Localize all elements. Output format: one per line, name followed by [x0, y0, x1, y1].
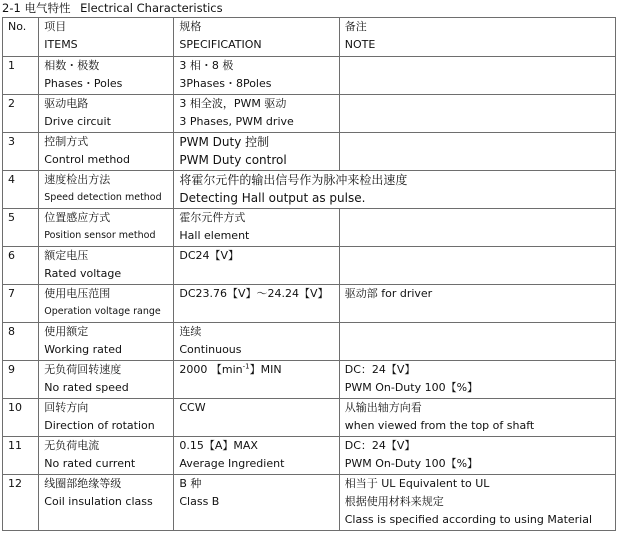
item-cell: 速度检出方法 Speed detection method: [39, 171, 174, 209]
spec-cell: CCW: [174, 399, 339, 437]
section-title-cn: 电气特性: [24, 1, 71, 15]
spec-cell: 将霍尔元件的输出信号作为脉冲来检出速度 Detecting Hall output as pulse.: [174, 171, 616, 209]
note-cell: [339, 95, 615, 133]
table-row: [3, 57, 616, 95]
speed-unit-exponent: -1: [242, 362, 250, 371]
item-cell: 无负荷电流 No rated current: [39, 437, 174, 475]
item-cell: 使用额定 Working rated: [39, 323, 174, 361]
spec-cell: 霍尔元件方式 Hall element: [174, 209, 339, 247]
header-note: 备注 NOTE: [339, 18, 615, 57]
header-no: No.: [3, 18, 39, 57]
section-title-en: Electrical Characteristics: [80, 1, 223, 15]
row-number: 12: [3, 475, 39, 531]
spec-cell: 0.15【A】MAX Average Ingredient: [174, 437, 339, 475]
note-cell: [339, 209, 615, 247]
header-items: 项目 ITEMS: [39, 18, 174, 57]
row-number: 7: [3, 285, 39, 323]
row-number: 3: [3, 133, 39, 171]
row-number: 2: [3, 95, 39, 133]
note-cell: 相当于 UL Equivalent to UL 根据使用材料来规定 Class is specified according to using Material: [339, 475, 615, 531]
row-number: 6: [3, 247, 39, 285]
note-cell: [339, 247, 615, 285]
table-row: [3, 247, 616, 285]
item-cell: 控制方式 Control method: [39, 133, 174, 171]
table-header-row: [3, 18, 616, 57]
row-number: 4: [3, 171, 39, 209]
item-cell: 位置感应方式 Position sensor method: [39, 209, 174, 247]
spec-cell: DC23.76【V】～24.24【V】: [174, 285, 339, 323]
row-number: 9: [3, 361, 39, 399]
table-row: [3, 399, 616, 437]
table-row: [3, 437, 616, 475]
row-number: 10: [3, 399, 39, 437]
spec-cell: DC24【V】: [174, 247, 339, 285]
item-cell: 回转方向 Direction of rotation: [39, 399, 174, 437]
item-cell: 驱动电路 Drive circuit: [39, 95, 174, 133]
speed-suffix: 】MIN: [249, 363, 282, 376]
row-number: 8: [3, 323, 39, 361]
note-cell: 驱动部 for driver: [339, 285, 615, 323]
note-cell: [339, 133, 615, 171]
table-row: [3, 361, 616, 399]
table-row: [3, 133, 616, 171]
speed-value: 2000 【min: [179, 363, 243, 376]
item-cell: 使用电压范围 Operation voltage range: [39, 285, 174, 323]
item-cell: 线圈部绝缘等级 Coil insulation class: [39, 475, 174, 531]
table-row: [3, 323, 616, 361]
spec-cell: 3 相全波，PWM 驱动 3 Phases, PWM drive: [174, 95, 339, 133]
section-heading: [2, 0, 223, 17]
note-cell: [339, 323, 615, 361]
spec-cell: 3 相・8 极 3Phases・8Poles: [174, 57, 339, 95]
note-cell: [339, 57, 615, 95]
table-row: [3, 95, 616, 133]
spec-cell: PWM Duty 控制 PWM Duty control: [174, 133, 339, 171]
spec-cell: 连续 Continuous: [174, 323, 339, 361]
spec-cell: [174, 361, 339, 399]
table-row: [3, 171, 616, 209]
row-number: 11: [3, 437, 39, 475]
item-cell: 相数・极数 Phases・Poles: [39, 57, 174, 95]
note-cell: 从输出轴方向看 when viewed from the top of shaft: [339, 399, 615, 437]
item-cell: 额定电压 Rated voltage: [39, 247, 174, 285]
item-cell: 无负荷回转速度 No rated speed: [39, 361, 174, 399]
table-row: [3, 209, 616, 247]
table-row: [3, 285, 616, 323]
row-number: 1: [3, 57, 39, 95]
note-cell: DC：24【V】 PWM On-Duty 100【%】: [339, 361, 615, 399]
table-row: [3, 475, 616, 531]
header-specification: 规格 SPECIFICATION: [174, 18, 339, 57]
row-number: 5: [3, 209, 39, 247]
section-number: 2-1: [2, 1, 21, 15]
spec-cell: B 种 Class B: [174, 475, 339, 531]
note-cell: DC：24【V】 PWM On-Duty 100【%】: [339, 437, 615, 475]
electrical-characteristics-table: [2, 17, 616, 531]
